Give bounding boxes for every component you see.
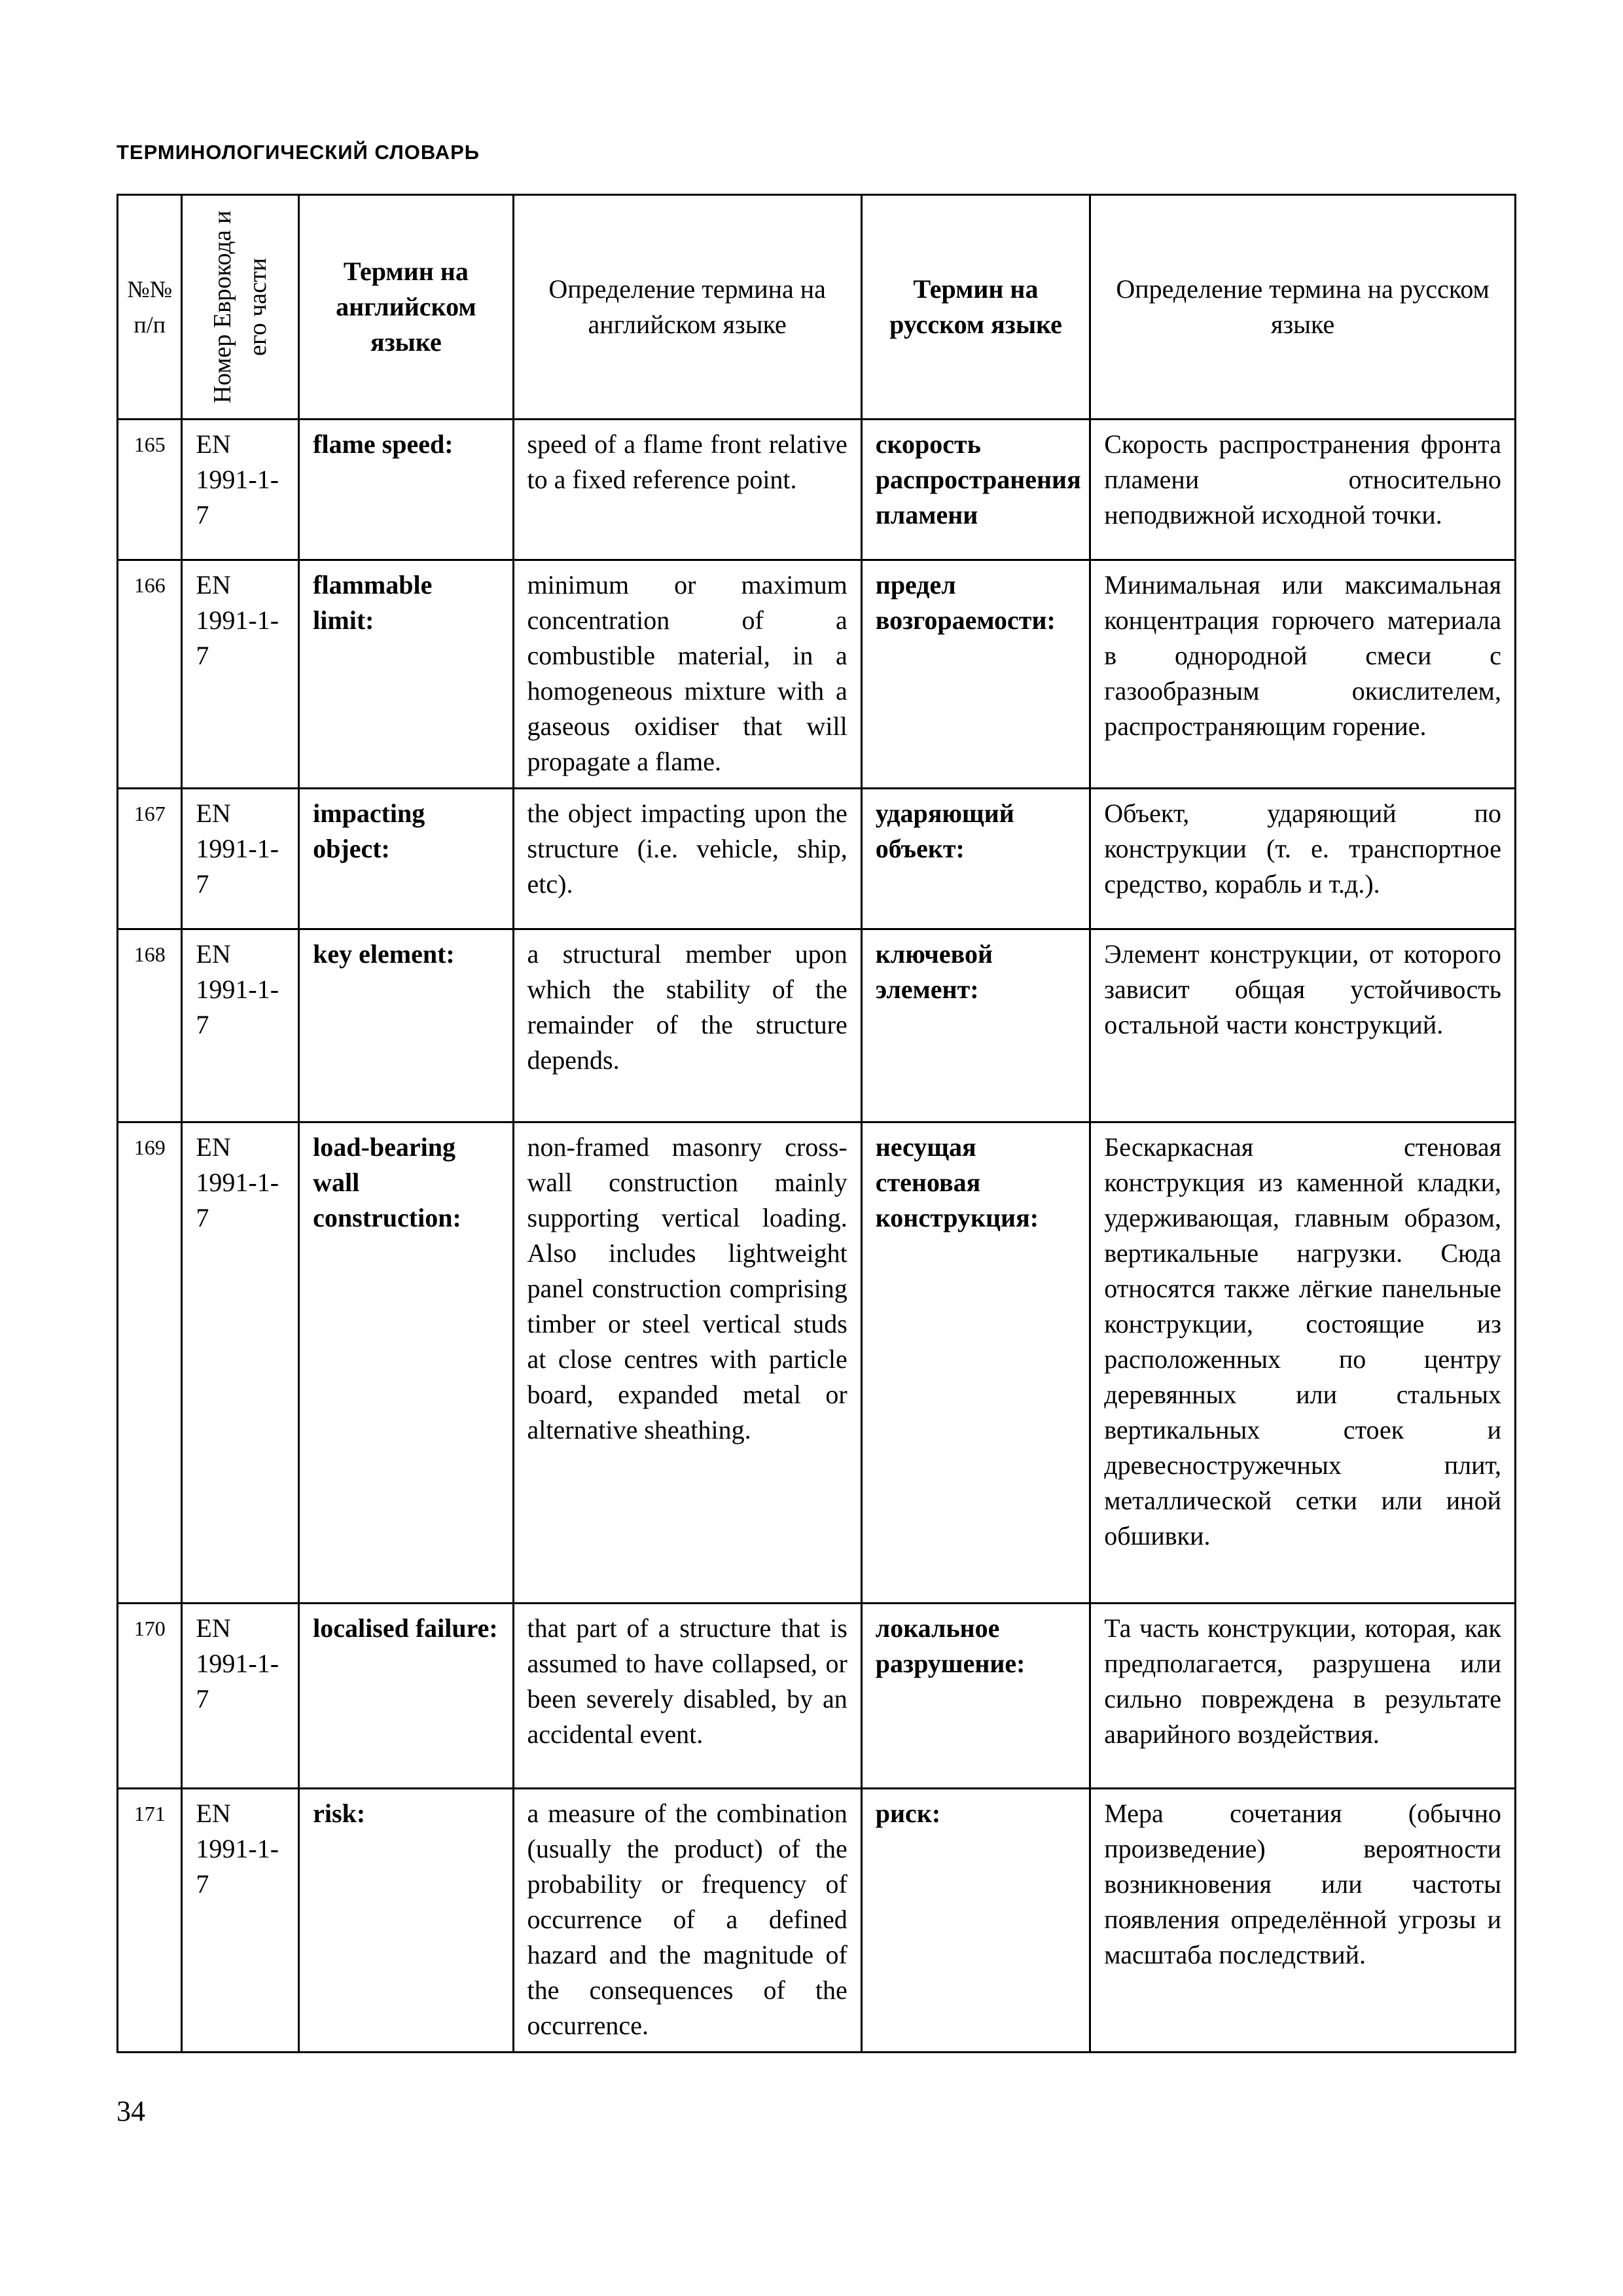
row-eurocode: EN 1991-1-7	[182, 560, 299, 789]
row-term-ru: предел возгораемости:	[861, 560, 1090, 789]
row-term-en: flame speed:	[299, 420, 513, 560]
row-eurocode: EN 1991-1-7	[182, 420, 299, 560]
row-term-en: risk:	[299, 1789, 513, 2053]
row-term-ru: ключевой элемент:	[861, 929, 1090, 1122]
row-num: 168	[118, 929, 182, 1122]
row-def-ru: Элемент конструкции, от которого зависит общая устойчивость остальной части конструкций.	[1090, 929, 1516, 1122]
row-def-ru: Скорость распространения фронта пламени относительно неподвижной исходной точки.	[1090, 420, 1516, 560]
table-row	[118, 1604, 1516, 1789]
row-eurocode: EN 1991-1-7	[182, 1122, 299, 1604]
glossary-table	[116, 194, 1516, 2053]
table-row	[118, 929, 1516, 1122]
row-def-en: a structural member upon which the stability of the remainder of the structure depends.	[513, 929, 861, 1122]
header-term-ru: Термин на русском языке	[861, 195, 1090, 420]
row-term-en: load-bearing wall construction:	[299, 1122, 513, 1604]
row-def-ru: Та часть конструкции, которая, как предполагается, разрушена или сильно повреждена в результате аварийного воздействия.	[1090, 1604, 1516, 1789]
row-term-ru: локальное разрушение:	[861, 1604, 1090, 1789]
row-def-ru: Бескаркасная стеновая конструкция из каменной кладки, удерживающая, главным образом, вертикальные нагрузки. Сюда относятся также лёгкие панельные конструкции, состоящие из расположенных по центру деревянных или стальных вертикальных стоек и древесностружечных плит, металлической сетки или иной обшивки.	[1090, 1122, 1516, 1604]
header-def-ru: Определение термина на русском языке	[1090, 195, 1516, 420]
row-def-en: the object impacting upon the structure (i.e. vehicle, ship, etc).	[513, 789, 861, 929]
table-row	[118, 789, 1516, 929]
row-def-en: speed of a flame front relative to a fixed reference point.	[513, 420, 861, 560]
row-term-en: flammable limit:	[299, 560, 513, 789]
row-def-en: non-framed masonry cross-wall construction mainly supporting vertical loading. Also includes lightweight panel construction comprising timber or steel vertical studs at close centres with particle board, expanded metal or alternative sheathing.	[513, 1122, 861, 1604]
row-eurocode: EN 1991-1-7	[182, 789, 299, 929]
row-num: 166	[118, 560, 182, 789]
header-eurocode	[182, 195, 299, 420]
row-term-ru: скорость распространения пламени	[861, 420, 1090, 560]
row-num: 170	[118, 1604, 182, 1789]
header-def-en: Определение термина на английском языке	[513, 195, 861, 420]
table-row	[118, 420, 1516, 560]
row-def-en: that part of a structure that is assumed to have collapsed, or been severely disabled, by an accidental event.	[513, 1604, 861, 1789]
table-header-row	[118, 195, 1516, 420]
table-row	[118, 1789, 1516, 2053]
row-def-ru: Мера сочетания (обычно произведение) вероятности возникновения или частоты появления определённой угрозы и масштаба последствий.	[1090, 1789, 1516, 2053]
table-row	[118, 560, 1516, 789]
row-num: 169	[118, 1122, 182, 1604]
header-eurocode-label: Номер Еврокода и его части	[209, 210, 272, 404]
row-term-ru: ударяющий объект:	[861, 789, 1090, 929]
header-term-en: Термин на английском языке	[299, 195, 513, 420]
page-header: ТЕРМИНОЛОГИЧЕСКИЙ СЛОВАРЬ	[116, 141, 480, 164]
row-def-ru: Минимальная или максимальная концентрация горючего материала в однородной смеси с газообразным окислителем, распространяющим горение.	[1090, 560, 1516, 789]
row-eurocode: EN 1991-1-7	[182, 1789, 299, 2053]
row-def-en: a measure of the combination (usually the product) of the probability or frequency of occurrence of a defined hazard and the magnitude of the consequences of the occurrence.	[513, 1789, 861, 2053]
row-def-ru: Объект, ударяющий по конструкции (т. е. транспортное средство, корабль и т.д.).	[1090, 789, 1516, 929]
row-num: 165	[118, 420, 182, 560]
row-def-en: minimum or maximum concentration of a combustible material, in a homogeneous mixture with a gaseous oxidiser that will propagate a flame.	[513, 560, 861, 789]
header-num: №№ п/п	[118, 195, 182, 420]
row-term-en: key element:	[299, 929, 513, 1122]
row-eurocode: EN 1991-1-7	[182, 1604, 299, 1789]
row-num: 167	[118, 789, 182, 929]
row-term-en: localised failure:	[299, 1604, 513, 1789]
table-row	[118, 1122, 1516, 1604]
row-num: 171	[118, 1789, 182, 2053]
row-term-ru: риск:	[861, 1789, 1090, 2053]
page-number: 34	[116, 2095, 145, 2127]
row-eurocode: EN 1991-1-7	[182, 929, 299, 1122]
row-term-en: impacting object:	[299, 789, 513, 929]
row-term-ru: несущая стеновая конструкция:	[861, 1122, 1090, 1604]
